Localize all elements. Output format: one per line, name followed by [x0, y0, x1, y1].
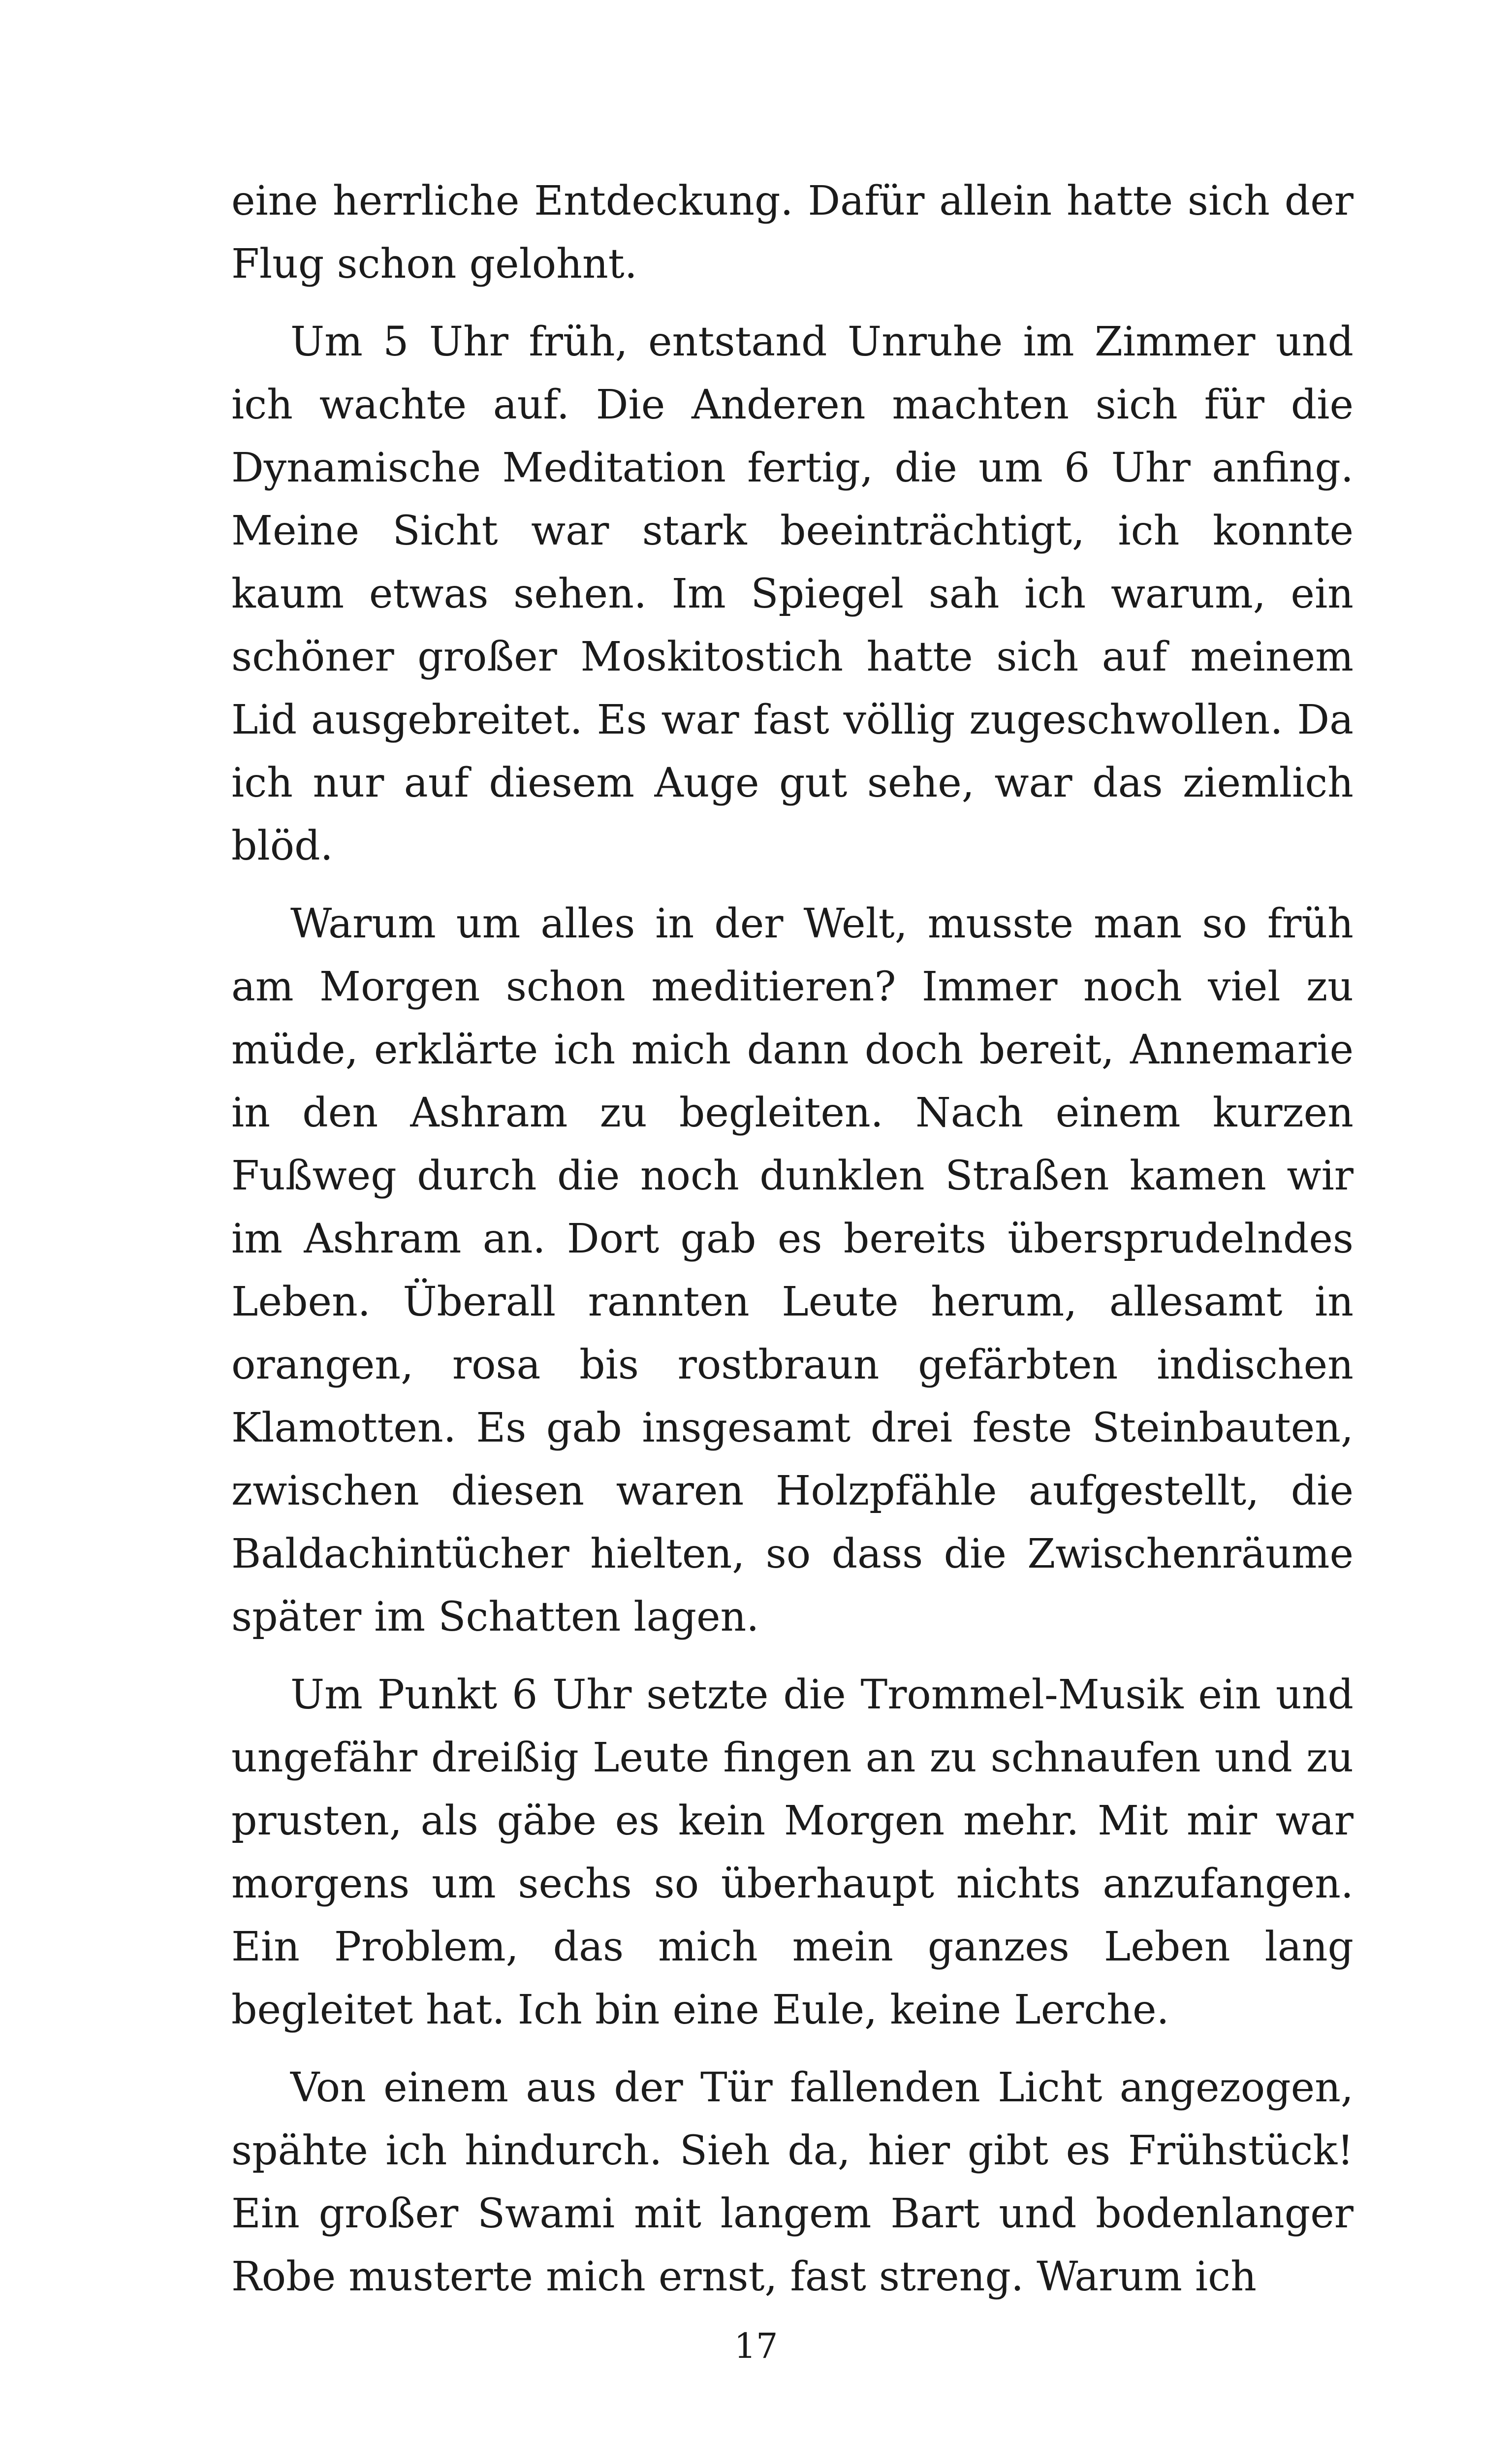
- body-text: [231, 170, 1354, 2323]
- paragraph: Um 5 Uhr früh, entstand Unruhe im Zimmer und ich wachte auf. Die Anderen machten sich für die Dynamische Meditation fertig, die um 6 Uhr anfing. Meine Sicht war stark beeinträchtigt, ich konnte kaum etwas sehen. Im Spiegel sah ich warum, ein schöner großer Moskitostich hatte sich auf meinem Lid ausgebreitet. Es war fast völlig zugeschwollen. Da ich nur auf diesem Auge gut sehe, war das ziemlich blöd.: [231, 319, 1354, 869]
- paragraph: Von einem aus der Tür fallenden Licht angezogen, spähte ich hindurch. Sieh da, hier gibt es Frühstück! Ein großer Swami mit langem Bart und bodenlanger Robe musterte mich ernst, fast streng. Warum ich: [231, 2064, 1354, 2300]
- paragraph-continued: eine herrliche Entdeckung. Dafür allein hatte sich der Flug schon gelohnt.: [231, 178, 1354, 288]
- paragraph: Um Punkt 6 Uhr setzte die Trommel-Musik ein und ungefähr dreißig Leute fingen an zu schnaufen und zu prusten, als gäbe es kein Morgen mehr. Mit mir war morgens um sechs so überhaupt nichts anzufangen. Ein Problem, das mich mein ganzes Leben lang begleitet hat. Ich bin eine Eule, keine Lerche.: [231, 1672, 1354, 2033]
- paragraph: Warum um alles in der Welt, musste man so früh am Morgen schon meditieren? Immer noch viel zu müde, erklärte ich mich dann doch bereit, Annemarie in den Ashram zu begleiten. Nach einem kurzen Fußweg durch die noch dunklen Straßen kamen wir im Ashram an. Dort gab es bereits übersprudelndes Leben. Überall rannten Leute herum, allesamt in orangen, rosa bis rostbraun gefärbten indischen Klamotten. Es gab insgesamt drei feste Steinbauten, zwischen diesen waren Holzpfähle aufgestellt, die Baldachintücher hielten, so dass die Zwischenräume später im Schatten lagen.: [231, 900, 1354, 1640]
- page-number: 17: [734, 2326, 778, 2366]
